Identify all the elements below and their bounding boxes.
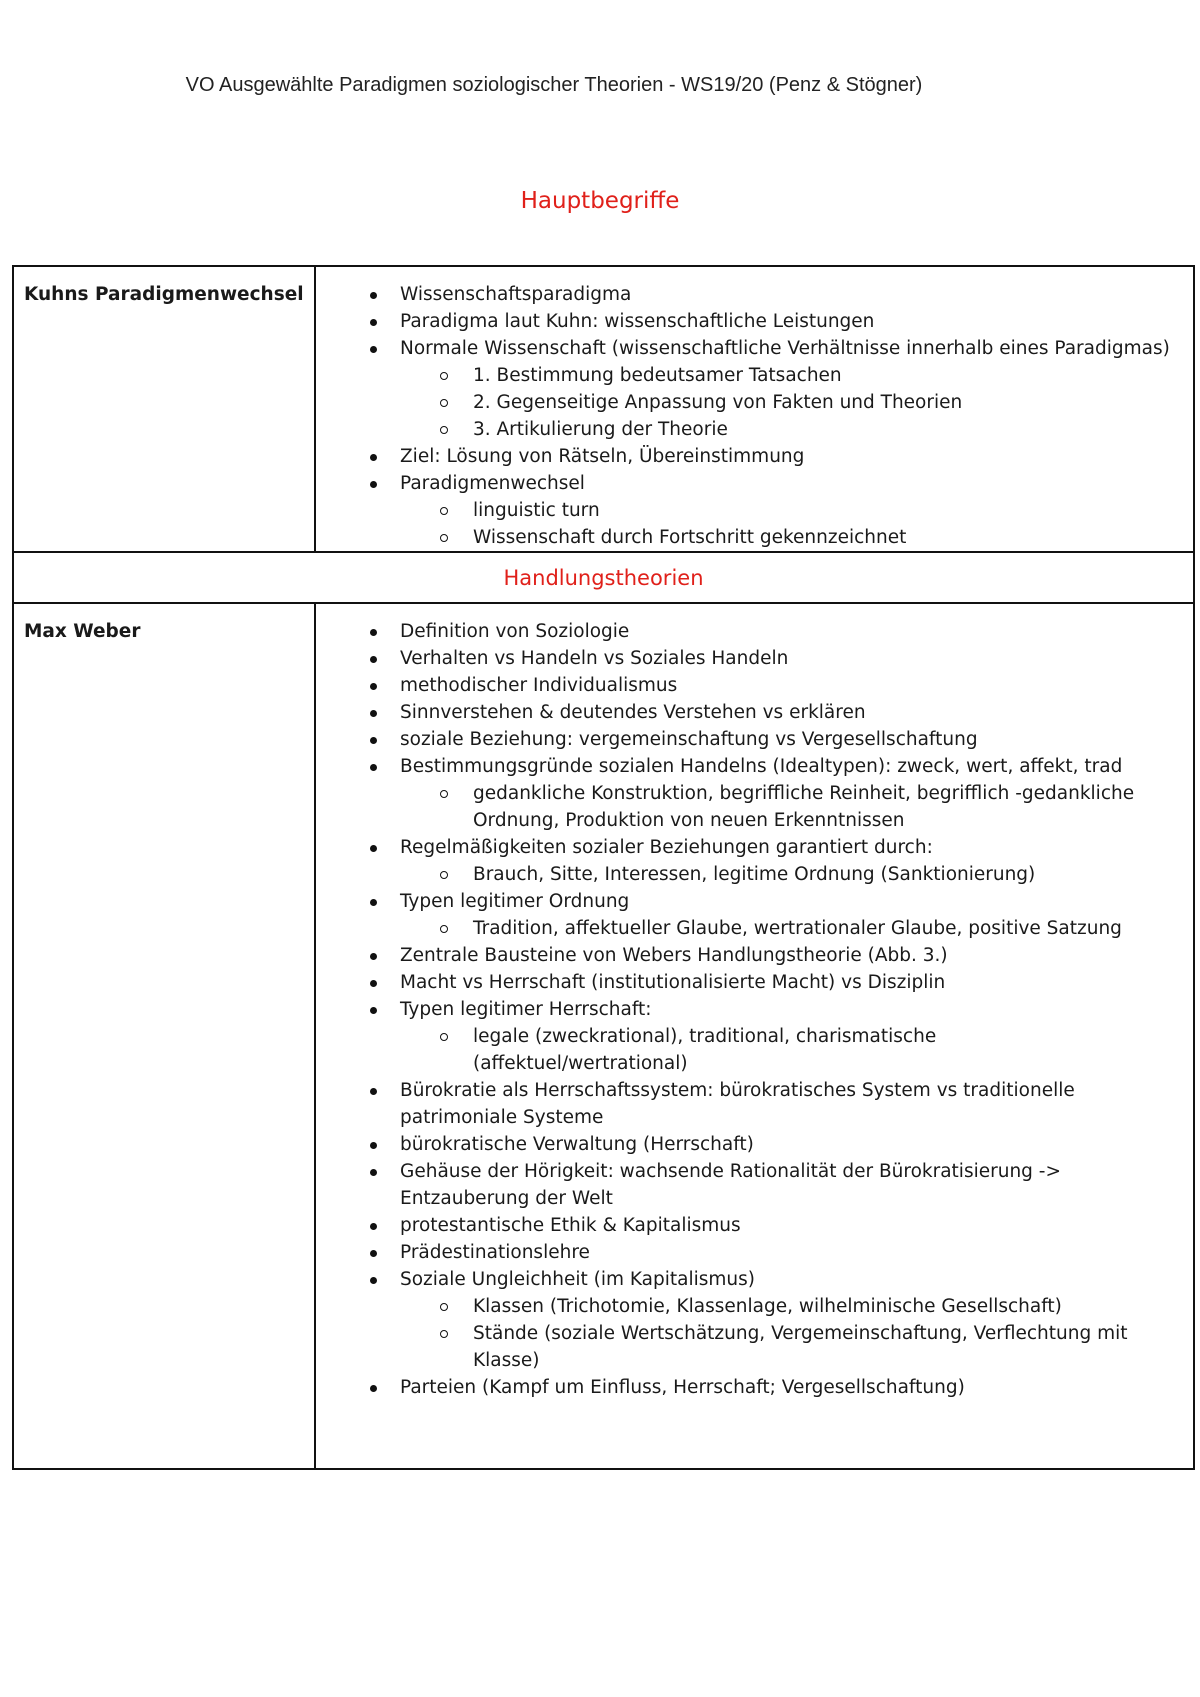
list-item-text: Typen legitimer Herrschaft: — [400, 999, 652, 1020]
list-item: Ziel: Lösung von Rätseln, Übereinstimmung — [400, 443, 1193, 470]
list-item — [400, 335, 1193, 443]
list-item: Parteien (Kampf um Einfluss, Herrschaft; Vergesellschaftung) — [400, 1374, 1193, 1401]
row-label-weber: Max Weber — [13, 603, 315, 1469]
list-item — [400, 834, 1193, 888]
row-content-kuhn — [315, 266, 1194, 552]
sub-bullet-list — [400, 497, 1193, 551]
list-item-text: Bestimmungsgründe sozialen Handelns (Idealtypen): zweck, wert, affekt, trad — [400, 756, 1123, 777]
list-item — [400, 1266, 1193, 1374]
sub-bullet-list — [400, 915, 1193, 942]
sub-list-item: 1. Bestimmung bedeutsamer Tatsachen — [473, 362, 1193, 389]
table-row-kuhn — [13, 266, 1194, 552]
section-heading: Handlungstheorien — [13, 552, 1194, 603]
list-item: Definition von Soziologie — [400, 618, 1193, 645]
sub-list-item: Brauch, Sitte, Interessen, legitime Ordnung (Sanktionierung) — [473, 861, 1193, 888]
list-item-text: Normale Wissenschaft (wissenschaftliche Verhältnisse innerhalb eines Paradigmas) — [400, 338, 1170, 359]
list-item: Bürokratie als Herrschaftssystem: bürokratisches System vs traditionelle patrimoniale Systeme — [400, 1077, 1193, 1131]
sub-bullet-list — [400, 780, 1193, 834]
list-item: methodischer Individualismus — [400, 672, 1193, 699]
sub-list-item: Stände (soziale Wertschätzung, Vergemeinschaftung, Verflechtung mit Klasse) — [473, 1320, 1193, 1374]
list-item: Prädestinationslehre — [400, 1239, 1193, 1266]
sub-list-item: Klassen (Trichotomie, Klassenlage, wilhelminische Gesellschaft) — [473, 1293, 1193, 1320]
sub-bullet-list — [400, 1293, 1193, 1374]
bullet-list — [316, 618, 1193, 1401]
sub-bullet-list — [400, 1023, 1193, 1077]
sub-list-item: gedankliche Konstruktion, begriffliche Reinheit, begrifflich -gedankliche Ordnung, Produktion von neuen Erkenntnissen — [473, 780, 1193, 834]
section-row — [13, 552, 1194, 603]
list-item: soziale Beziehung: vergemeinschaftung vs Vergesellschaftung — [400, 726, 1193, 753]
sub-list-item: legale (zweckrational), traditional, charismatische (affektuel/wertrational) — [473, 1023, 1193, 1077]
sub-list-item: Tradition, affektueller Glaube, wertrationaler Glaube, positive Satzung — [473, 915, 1193, 942]
notes-table — [12, 265, 1195, 1470]
sub-list-item: linguistic turn — [473, 497, 1193, 524]
list-item: Gehäuse der Hörigkeit: wachsende Rationalität der Bürokratisierung -> Entzauberung der Welt — [400, 1158, 1193, 1212]
list-item: protestantische Ethik & Kapitalismus — [400, 1212, 1193, 1239]
list-item-text: Typen legitimer Ordnung — [400, 891, 630, 912]
list-item — [400, 888, 1193, 942]
document-header: VO Ausgewählte Paradigmen soziologischer Theorien - WS19/20 (Penz & Stögner) — [185, 74, 923, 96]
list-item — [400, 470, 1193, 551]
sub-list-item: 2. Gegenseitige Anpassung von Fakten und Theorien — [473, 389, 1193, 416]
page-title: Hauptbegriffe — [520, 188, 680, 214]
list-item-text: Regelmäßigkeiten sozialer Beziehungen garantiert durch: — [400, 837, 933, 858]
sub-list-item: 3. Artikulierung der Theorie — [473, 416, 1193, 443]
list-item: Macht vs Herrschaft (institutionalisierte Macht) vs Disziplin — [400, 969, 1193, 996]
list-item: Verhalten vs Handeln vs Soziales Handeln — [400, 645, 1193, 672]
row-content-weber — [315, 603, 1194, 1469]
sub-bullet-list — [400, 861, 1193, 888]
sub-list-item: Wissenschaft durch Fortschritt gekennzeichnet — [473, 524, 1193, 551]
list-item: Paradigma laut Kuhn: wissenschaftliche Leistungen — [400, 308, 1193, 335]
list-item — [400, 753, 1193, 834]
list-item: Sinnverstehen & deutendes Verstehen vs erklären — [400, 699, 1193, 726]
bullet-list — [316, 281, 1193, 551]
list-item: Wissenschaftsparadigma — [400, 281, 1193, 308]
table-row-weber — [13, 603, 1194, 1469]
sub-bullet-list — [400, 362, 1193, 443]
list-item-text: Paradigmenwechsel — [400, 473, 585, 494]
list-item: Zentrale Bausteine von Webers Handlungstheorie (Abb. 3.) — [400, 942, 1193, 969]
row-label-kuhn: Kuhns Paradigmenwechsel — [13, 266, 315, 552]
list-item — [400, 996, 1193, 1077]
list-item-text: Soziale Ungleichheit (im Kapitalismus) — [400, 1269, 755, 1290]
list-item: bürokratische Verwaltung (Herrschaft) — [400, 1131, 1193, 1158]
